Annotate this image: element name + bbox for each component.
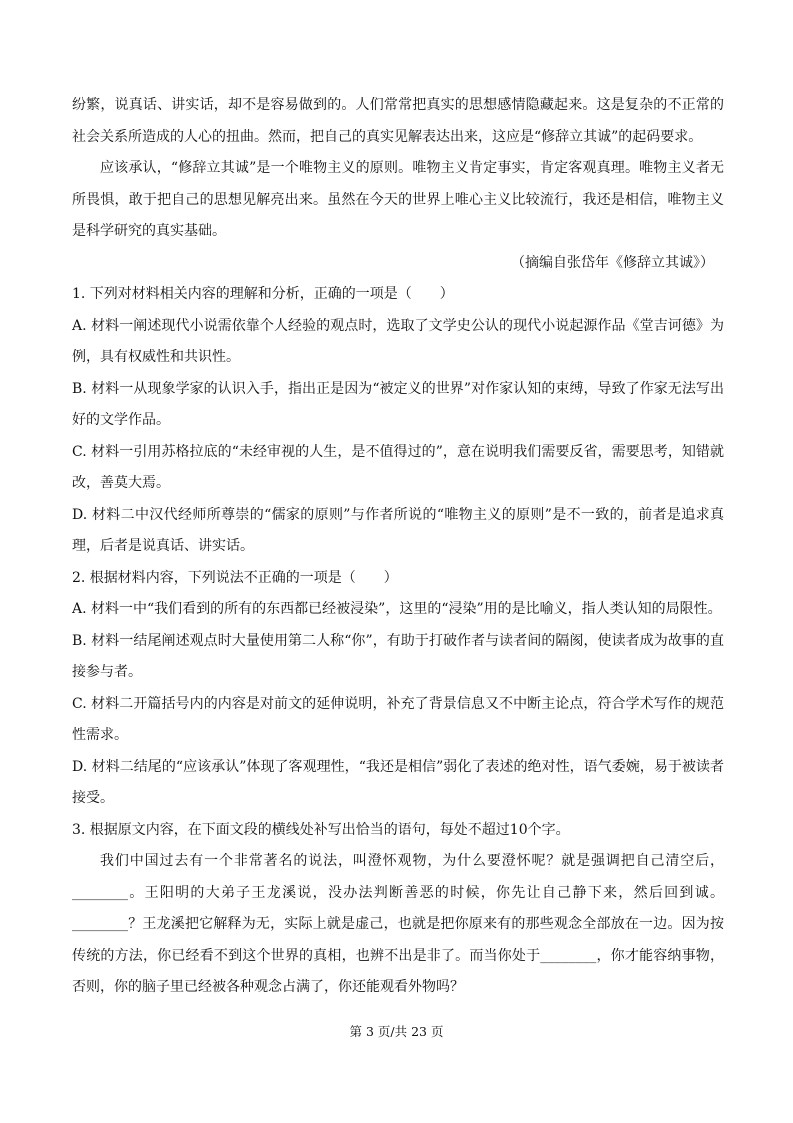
question-2-option-a: A. 材料一中“我们看到的所有的东西都已经被浸染”，这里的“浸染”用的是比喻义，指人类认知的局限性。	[72, 601, 722, 617]
question-3-stem: 3. 根据原文内容，在下面文段的横线处补写出恰当的语句，每处不超过10个字。	[72, 821, 570, 838]
question-2-option-b: B. 材料一结尾阐述观点时大量使用第二人称“你”，有助于打破作者与读者间的隔阂，使读者成为故事的直接参与者。	[72, 632, 724, 680]
page-footer: 第 3 页/共 23 页	[349, 1024, 444, 1039]
question-3-passage: 我们中国过去有一个非常著名的说法，叫澄怀观物，为什么要澄怀呢？就是强调把自己清空后，________。王阳明的大弟子王龙溪说，没办法判断善恶的时候，你先让自己静下来，然后回到诚。________？王龙溪把它解释为无，实际上就是虚己，也就是把你原来有的那些观念全部放在一边。因为按传统的方法，你已经看不到这个世界的真相，也辨不出是非了。而当你处于________，你才能容纳事物，否则，你的脑子里已经被各种观念占满了，你还能观看外物吗？	[72, 853, 724, 995]
top-paragraph: 纷繁，说真话、讲实话，却不是容易做到的。人们常常把真实的思想感情隐藏起来。这是复杂的不正常的社会关系所造成的人心的扭曲。然而，把自己的真实见解表达出来，这应是“修辞立其诚”的起码要求。	[72, 97, 724, 145]
question-1-stem: 1. 下列对材料相关内容的理解和分析，正确的一项是（ ）	[72, 286, 454, 302]
question-2-stem: 2. 根据材料内容，下列说法不正确的一项是（ ）	[72, 569, 398, 586]
source-citation: （摘编自张岱年《修辞立其诚》）	[511, 254, 714, 271]
question-1-option-b: B. 材料一从现象学家的认识入手，指出正是因为“被定义的世界”对作家认知的束缚，导致了作家无法写出好的文学作品。	[72, 380, 724, 428]
question-2-option-c: C. 材料二开篇括号内的内容是对前文的延伸说明，补充了背景信息又不中断主论点，符合学术写作的规范性需求。	[72, 695, 724, 743]
paragraph-2: 应该承认，“修辞立其诚”是一个唯物主义的原则。唯物主义肯定事实，肯定客观真理。唯物主义者无所畏惧，敢于把自己的思想见解亮出来。虽然在今天的世界上唯心主义比较流行，我还是相信，唯物主义是科学研究的真实基础。	[72, 160, 724, 239]
page-content	[72, 90, 724, 1004]
question-1-option-c: C. 材料一引用苏格拉底的“未经审视的人生，是不值得过的”，意在说明我们需要反省，需要思考，知错就改，善莫大焉。	[72, 443, 724, 491]
question-1-option-d: D. 材料二中汉代经师所尊崇的“儒家的原则”与作者所说的“唯物主义的原则”是不一致的，前者是追求真理，后者是说真话、讲实话。	[72, 506, 724, 554]
question-1-option-a: A. 材料一阐述现代小说需依靠个人经验的观点时，选取了文学史公认的现代小说起源作品《堂吉诃德》为例，具有权威性和共识性。	[72, 317, 724, 365]
question-2-option-d: D. 材料二结尾的“应该承认”体现了客观理性，“我还是相信”弱化了表述的绝对性，语气委婉，易于被读者接受。	[72, 758, 724, 806]
